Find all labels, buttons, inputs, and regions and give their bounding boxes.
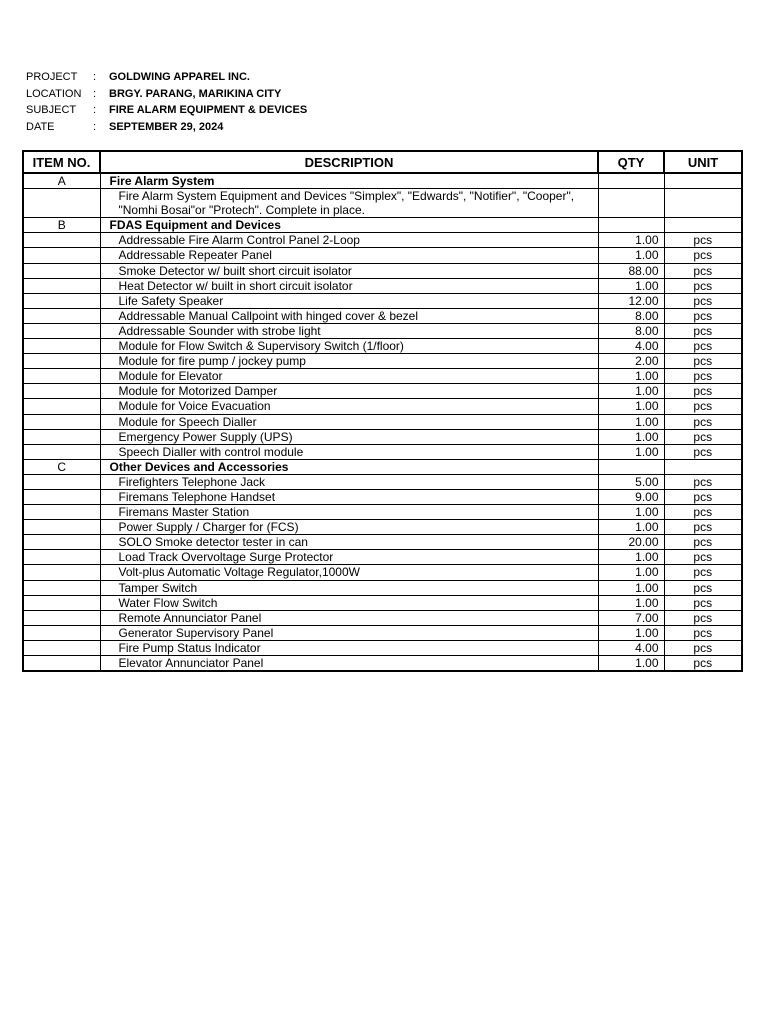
- item-no-cell: [23, 233, 100, 248]
- table-row: [23, 263, 742, 278]
- unit-cell: pcs: [664, 474, 742, 489]
- subject-value: FIRE ALARM EQUIPMENT & DEVICES: [109, 104, 308, 116]
- item-no-cell: [23, 489, 100, 504]
- date-row: [26, 119, 307, 136]
- description-cell: Fire Pump Status Indicator: [100, 640, 598, 655]
- qty-cell: 1.00: [598, 429, 664, 444]
- description-cell: Addressable Manual Callpoint with hinged cover & bezel: [100, 308, 598, 323]
- item-no-cell: [23, 474, 100, 489]
- item-no-cell: [23, 248, 100, 263]
- qty-cell: 1.00: [598, 369, 664, 384]
- item-no-cell: [23, 293, 100, 308]
- qty-cell: 9.00: [598, 489, 664, 504]
- description-cell: Emergency Power Supply (UPS): [100, 429, 598, 444]
- qty-cell: [598, 459, 664, 474]
- table-row: [23, 354, 742, 369]
- project-row: [26, 69, 307, 86]
- project-value: GOLDWING APPAREL INC.: [109, 71, 250, 83]
- item-no-cell: [23, 189, 100, 204]
- item-no-cell: [23, 505, 100, 520]
- colon: :: [93, 104, 97, 116]
- table-row: [23, 625, 742, 640]
- unit-cell: [664, 203, 742, 218]
- description-cell: Fire Alarm System Equipment and Devices "Simplex", "Edwards", "Notifier", "Cooper",: [100, 189, 598, 204]
- unit-cell: pcs: [664, 339, 742, 354]
- table-row: [23, 474, 742, 489]
- description-cell: Heat Detector w/ built in short circuit isolator: [100, 278, 598, 293]
- unit-cell: pcs: [664, 489, 742, 504]
- unit-cell: pcs: [664, 399, 742, 414]
- qty-cell: 12.00: [598, 293, 664, 308]
- unit-cell: pcs: [664, 656, 742, 672]
- description-cell: "Nomhi Bosai"or "Protech". Complete in place.: [100, 203, 598, 218]
- qty-cell: [598, 173, 664, 189]
- unit-cell: pcs: [664, 369, 742, 384]
- table-row: [23, 323, 742, 338]
- item-no-cell: [23, 595, 100, 610]
- unit-cell: pcs: [664, 625, 742, 640]
- table-row: [23, 595, 742, 610]
- table-row: [23, 339, 742, 354]
- table-row: [23, 535, 742, 550]
- item-no-cell: [23, 610, 100, 625]
- qty-cell: 8.00: [598, 323, 664, 338]
- colon: :: [93, 87, 97, 100]
- qty-cell: 88.00: [598, 263, 664, 278]
- table-row: [23, 233, 742, 248]
- qty-cell: [598, 218, 664, 233]
- description-cell: Life Safety Speaker: [100, 293, 598, 308]
- unit-cell: pcs: [664, 595, 742, 610]
- qty-cell: 1.00: [598, 520, 664, 535]
- unit-cell: pcs: [664, 535, 742, 550]
- column-header-unit: UNIT: [664, 151, 742, 173]
- item-no-cell: [23, 640, 100, 655]
- table-row: [23, 505, 742, 520]
- qty-cell: [598, 189, 664, 204]
- item-no-cell: [23, 339, 100, 354]
- description-cell: FDAS Equipment and Devices: [100, 218, 598, 233]
- description-cell: Addressable Fire Alarm Control Panel 2-Loop: [100, 233, 598, 248]
- unit-cell: pcs: [664, 233, 742, 248]
- description-cell: Firemans Master Station: [100, 505, 598, 520]
- qty-cell: 1.00: [598, 580, 664, 595]
- qty-cell: 1.00: [598, 278, 664, 293]
- table-row: [23, 550, 742, 565]
- item-no-cell: [23, 656, 100, 672]
- item-no-cell: [23, 308, 100, 323]
- unit-cell: pcs: [664, 550, 742, 565]
- item-no-cell: [23, 203, 100, 218]
- item-no-cell: [23, 369, 100, 384]
- qty-cell: 1.00: [598, 595, 664, 610]
- location-label: LOCATION: [26, 87, 82, 100]
- description-cell: Volt-plus Automatic Voltage Regulator,1000W: [100, 565, 598, 580]
- unit-cell: pcs: [664, 293, 742, 308]
- section-row: [23, 173, 742, 189]
- table-header-row: [23, 151, 742, 173]
- table-row: [23, 369, 742, 384]
- item-no-cell: [23, 323, 100, 338]
- description-cell: Speech Dialler with control module: [100, 444, 598, 459]
- description-cell: Power Supply / Charger for (FCS): [100, 520, 598, 535]
- table-row: [23, 580, 742, 595]
- item-no-cell: [23, 444, 100, 459]
- table-row: [23, 429, 742, 444]
- table-row: [23, 520, 742, 535]
- item-no-cell: C: [23, 459, 100, 474]
- table-row: [23, 248, 742, 263]
- qty-cell: 1.00: [598, 444, 664, 459]
- unit-cell: pcs: [664, 263, 742, 278]
- unit-cell: pcs: [664, 565, 742, 580]
- unit-cell: pcs: [664, 414, 742, 429]
- subject-label: SUBJECT: [26, 104, 77, 116]
- section-row: [23, 459, 742, 474]
- table-row: [23, 414, 742, 429]
- item-no-cell: [23, 580, 100, 595]
- description-cell: Module for Elevator: [100, 369, 598, 384]
- item-no-cell: [23, 263, 100, 278]
- item-no-cell: A: [23, 173, 100, 189]
- item-no-cell: [23, 414, 100, 429]
- colon: :: [93, 71, 97, 83]
- qty-cell: 1.00: [598, 248, 664, 263]
- equipment-table: [22, 150, 743, 672]
- location-value: BRGY. PARANG, MARIKINA CITY: [109, 87, 282, 100]
- description-cell: Generator Supervisory Panel: [100, 625, 598, 640]
- column-header-description: DESCRIPTION: [100, 151, 598, 173]
- unit-cell: pcs: [664, 429, 742, 444]
- qty-cell: 20.00: [598, 535, 664, 550]
- qty-cell: 1.00: [598, 399, 664, 414]
- item-no-cell: [23, 625, 100, 640]
- subject-row: [26, 102, 307, 119]
- description-cell: SOLO Smoke detector tester in can: [100, 535, 598, 550]
- table-body: [23, 173, 742, 671]
- table-row: [23, 308, 742, 323]
- description-cell: Addressable Sounder with strobe light: [100, 323, 598, 338]
- document-header: [26, 69, 307, 135]
- qty-cell: 1.00: [598, 505, 664, 520]
- unit-cell: [664, 218, 742, 233]
- description-cell: Module for Motorized Damper: [100, 384, 598, 399]
- description-cell: Load Track Overvoltage Surge Protector: [100, 550, 598, 565]
- table-row: [23, 444, 742, 459]
- table-row: [23, 656, 742, 672]
- unit-cell: pcs: [664, 308, 742, 323]
- table-row: [23, 203, 742, 218]
- qty-cell: 1.00: [598, 656, 664, 672]
- unit-cell: pcs: [664, 444, 742, 459]
- date-value: SEPTEMBER 29, 2024: [109, 120, 224, 133]
- table-row: [23, 293, 742, 308]
- unit-cell: pcs: [664, 278, 742, 293]
- description-cell: Firefighters Telephone Jack: [100, 474, 598, 489]
- unit-cell: pcs: [664, 520, 742, 535]
- description-cell: Module for Speech Dialler: [100, 414, 598, 429]
- table-row: [23, 610, 742, 625]
- description-cell: Smoke Detector w/ built short circuit isolator: [100, 263, 598, 278]
- unit-cell: pcs: [664, 354, 742, 369]
- qty-cell: 1.00: [598, 414, 664, 429]
- unit-cell: [664, 189, 742, 204]
- description-cell: Module for fire pump / jockey pump: [100, 354, 598, 369]
- unit-cell: pcs: [664, 505, 742, 520]
- qty-cell: 1.00: [598, 233, 664, 248]
- unit-cell: pcs: [664, 640, 742, 655]
- unit-cell: pcs: [664, 580, 742, 595]
- section-row: [23, 218, 742, 233]
- qty-cell: 5.00: [598, 474, 664, 489]
- item-no-cell: [23, 429, 100, 444]
- column-header-item-no: ITEM NO.: [23, 151, 100, 173]
- description-cell: Module for Flow Switch & Supervisory Switch (1/floor): [100, 339, 598, 354]
- item-no-cell: [23, 520, 100, 535]
- description-cell: Module for Voice Evacuation: [100, 399, 598, 414]
- qty-cell: 7.00: [598, 610, 664, 625]
- column-header-qty: QTY: [598, 151, 664, 173]
- table-row: [23, 384, 742, 399]
- description-cell: Firemans Telephone Handset: [100, 489, 598, 504]
- item-no-cell: B: [23, 218, 100, 233]
- unit-cell: pcs: [664, 323, 742, 338]
- unit-cell: pcs: [664, 610, 742, 625]
- qty-cell: 1.00: [598, 384, 664, 399]
- date-label: DATE: [26, 120, 55, 133]
- table-row: [23, 565, 742, 580]
- table-row: [23, 489, 742, 504]
- item-no-cell: [23, 399, 100, 414]
- qty-cell: 8.00: [598, 308, 664, 323]
- qty-cell: 1.00: [598, 550, 664, 565]
- colon: :: [93, 120, 97, 133]
- item-no-cell: [23, 278, 100, 293]
- qty-cell: 1.00: [598, 625, 664, 640]
- description-cell: Fire Alarm System: [100, 173, 598, 189]
- qty-cell: 4.00: [598, 640, 664, 655]
- description-cell: Water Flow Switch: [100, 595, 598, 610]
- description-cell: Tamper Switch: [100, 580, 598, 595]
- qty-cell: 1.00: [598, 565, 664, 580]
- location-row: [26, 86, 307, 103]
- table-row: [23, 189, 742, 204]
- description-cell: Elevator Annunciator Panel: [100, 656, 598, 672]
- unit-cell: pcs: [664, 384, 742, 399]
- description-cell: Other Devices and Accessories: [100, 459, 598, 474]
- project-label: PROJECT: [26, 71, 78, 83]
- item-no-cell: [23, 535, 100, 550]
- unit-cell: pcs: [664, 248, 742, 263]
- table-row: [23, 399, 742, 414]
- description-cell: Remote Annunciator Panel: [100, 610, 598, 625]
- table-row: [23, 278, 742, 293]
- item-no-cell: [23, 354, 100, 369]
- table-row: [23, 640, 742, 655]
- unit-cell: [664, 459, 742, 474]
- unit-cell: [664, 173, 742, 189]
- item-no-cell: [23, 384, 100, 399]
- qty-cell: 4.00: [598, 339, 664, 354]
- description-cell: Addressable Repeater Panel: [100, 248, 598, 263]
- item-no-cell: [23, 565, 100, 580]
- qty-cell: 2.00: [598, 354, 664, 369]
- item-no-cell: [23, 550, 100, 565]
- qty-cell: [598, 203, 664, 218]
